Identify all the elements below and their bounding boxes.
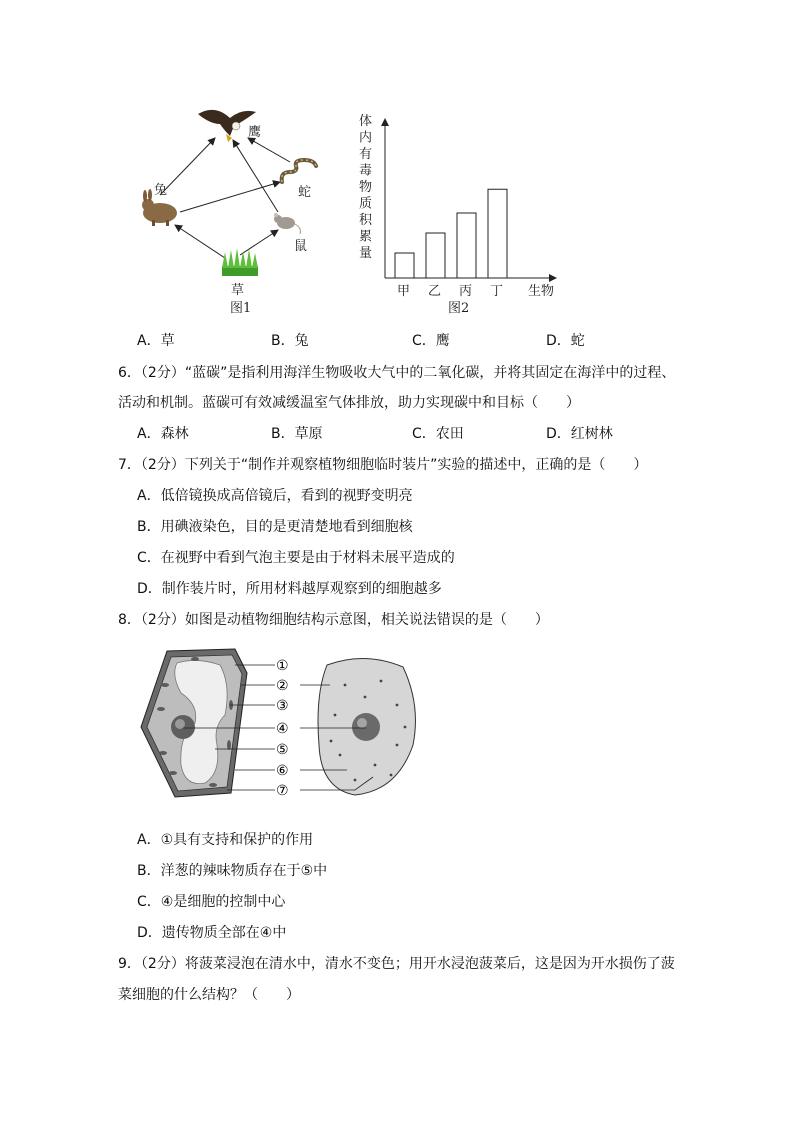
option-text: 草原 — [294, 426, 323, 442]
cell-label-6: ⑥ — [276, 763, 289, 779]
q6-option-c[interactable] — [412, 424, 464, 444]
option-text: 红树林 — [570, 426, 613, 442]
x-axis-label: 生物 — [528, 284, 555, 299]
q5-option-d[interactable] — [546, 331, 585, 351]
snake-icon — [282, 160, 316, 182]
q8-option-d[interactable] — [137, 923, 286, 943]
option-mark: ④ — [160, 894, 174, 910]
figure1-caption: 图1 — [230, 301, 252, 316]
q5-option-a[interactable] — [137, 331, 175, 351]
option-key: D． — [546, 333, 571, 349]
option-key: C． — [412, 333, 436, 349]
label-rabbit: 兔 — [154, 183, 168, 198]
option-text: 草 — [160, 333, 175, 349]
q7-option-d[interactable]: D．制作装片时，所用材料越厚观察到的细胞越多 — [137, 581, 442, 597]
y-label-char: 内 — [359, 130, 373, 146]
q8-option-a[interactable] — [137, 830, 313, 850]
cell-label-1: ① — [276, 658, 289, 674]
option-text: 鹰 — [435, 333, 450, 349]
arrow-grass-mouse — [240, 230, 278, 255]
option-key: A． — [137, 832, 161, 848]
arrow-rabbit-snake — [180, 182, 280, 212]
q7-stem: 7．（2分）下列关于“制作并观察植物细胞临时装片”实验的描述中，正确的是（ ） — [118, 457, 648, 473]
q8-option-b[interactable] — [137, 861, 327, 881]
category-label-1: 乙 — [428, 284, 442, 299]
q8-option-c[interactable] — [137, 892, 285, 912]
option-key: C． — [412, 426, 436, 442]
option-key: D． — [546, 426, 571, 442]
bar-3 — [488, 189, 507, 278]
label-grass: 草 — [231, 283, 245, 298]
y-label-char: 积 — [359, 213, 373, 228]
label-eagle: 鹰 — [248, 125, 262, 140]
option-text: 兔 — [294, 333, 309, 349]
q8-stem: 8．（2分）如图是动植物细胞结构示意图，相关说法错误的是（ ） — [118, 612, 549, 628]
option-pre: 洋葱的辣味物质存在于 — [160, 863, 301, 879]
option-mark: ④ — [259, 925, 273, 941]
q6-stem-line1: 6．（2分）“蓝碳”是指利用海洋生物吸收大气中的二氧化碳，并将其固定在海洋中的过程、 — [118, 365, 676, 381]
q6-stem-line2: 活动和机制。蓝碳可有效减缓温室气体排放，助力实现碳中和目标（ ） — [118, 395, 580, 411]
option-text: 中 — [313, 863, 328, 879]
cell-label-4: ④ — [276, 721, 289, 737]
figure2-caption: 图2 — [448, 301, 470, 316]
option-key: B． — [271, 333, 295, 349]
y-label-char: 物 — [359, 180, 373, 195]
option-text: 森林 — [160, 426, 189, 442]
category-label-2: 丙 — [459, 284, 473, 299]
option-key: C． — [137, 894, 161, 910]
animal-cell-icon — [318, 658, 415, 795]
y-axis-label — [359, 113, 373, 261]
category-label-0: 甲 — [397, 284, 411, 299]
label-mouse: 鼠 — [294, 239, 308, 254]
q7-option-c[interactable]: C．在视野中看到气泡主要是由于材料未展平造成的 — [137, 550, 455, 566]
y-label-char: 量 — [359, 246, 373, 261]
option-text: 是细胞的控制中心 — [173, 894, 286, 910]
y-label-char: 累 — [359, 229, 373, 245]
q5-option-c[interactable] — [412, 331, 450, 351]
option-mark: ① — [160, 832, 174, 848]
cell-label-5: ⑤ — [276, 742, 289, 758]
q5-option-b[interactable] — [271, 331, 309, 351]
cell-structure-figure — [135, 645, 420, 805]
option-key: D． — [137, 925, 162, 941]
bar-0 — [395, 253, 414, 278]
q7-option-a[interactable]: A．低倍镜换成高倍镜后，看到的视野变明亮 — [137, 488, 413, 504]
q9-stem-line2: 菜细胞的什么结构？（ ） — [118, 987, 300, 1003]
cell-label-7: ⑦ — [276, 783, 289, 799]
y-label-char: 质 — [359, 196, 373, 212]
bar-1 — [426, 233, 445, 278]
option-pre: 遗传物质全部在 — [161, 925, 260, 941]
plant-cell-icon — [141, 649, 247, 797]
option-key: A． — [137, 333, 161, 349]
y-label-char: 毒 — [359, 163, 373, 179]
bar-2 — [457, 213, 476, 278]
option-mark: ⑤ — [300, 863, 314, 879]
option-key: B． — [271, 426, 295, 442]
category-label-3: 丁 — [490, 284, 504, 299]
option-key: A． — [137, 426, 161, 442]
arrow-grass-rabbit — [175, 225, 225, 258]
y-label-char: 体 — [359, 114, 373, 129]
arrow-rabbit-eagle — [160, 138, 215, 195]
toxin-bar-chart — [350, 108, 570, 320]
cell-label-3: ③ — [276, 698, 289, 714]
option-key: B． — [137, 863, 161, 879]
grass-icon — [222, 248, 258, 276]
q7-option-b[interactable]: B．用碘液染色，目的是更清楚地看到细胞核 — [137, 519, 413, 535]
food-web-figure — [130, 100, 340, 320]
q6-option-b[interactable] — [271, 424, 323, 444]
option-text: 中 — [272, 925, 287, 941]
option-text: 蛇 — [570, 333, 585, 349]
cell-label-2: ② — [276, 678, 289, 694]
option-text: 农田 — [435, 426, 464, 442]
q6-option-d[interactable] — [546, 424, 613, 444]
q9-stem-line1: 9．（2分）将菠菜浸泡在清水中，清水不变色；用开水浸泡菠菜后，这是因为开水损伤了菠 — [118, 956, 675, 972]
q6-option-a[interactable] — [137, 424, 189, 444]
arrow-snake-eagle — [248, 138, 290, 162]
mouse-icon — [274, 213, 300, 234]
y-label-char: 有 — [359, 147, 373, 162]
option-text: 具有支持和保护的作用 — [173, 832, 314, 848]
label-snake: 蛇 — [298, 185, 312, 200]
